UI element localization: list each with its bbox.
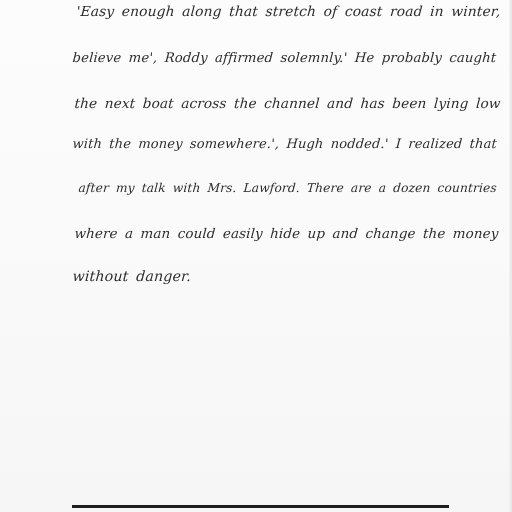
bottom-rule-line (72, 505, 449, 508)
handwritten-line-5: after my talk with Mrs. Lawford. There are a dozen countries (78, 181, 498, 195)
handwritten-line-3: the next boat across the channel and has been lying low (74, 96, 502, 112)
handwritten-line-7: without danger. (72, 269, 192, 285)
handwritten-line-1: 'Easy enough along that stretch of coast road in winter, (76, 4, 502, 20)
handwritten-line-2: believe me', Roddy affirmed solemnly.' He probably caught (72, 51, 497, 66)
handwritten-line-6: where a man could easily hide up and change the money (74, 227, 499, 242)
handwritten-line-4: with the money somewhere.', Hugh nodded.' I realized that (72, 137, 498, 152)
